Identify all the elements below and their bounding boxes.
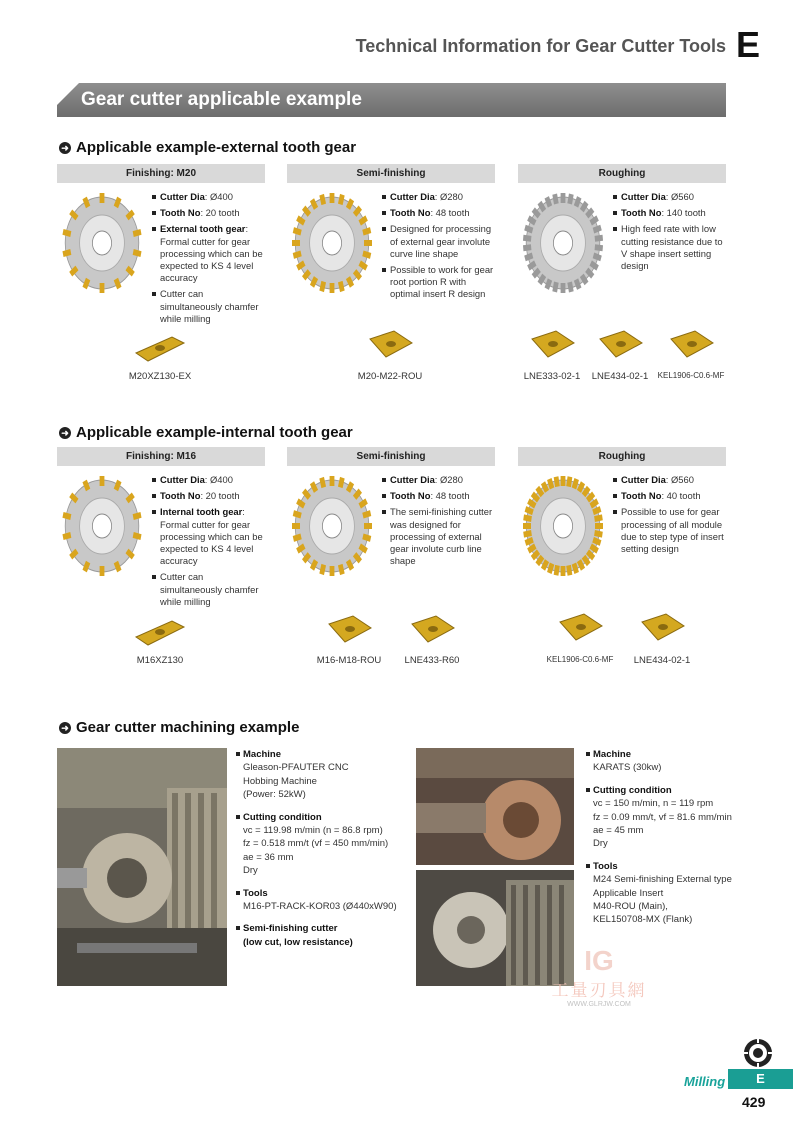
column-header: Roughing bbox=[518, 447, 726, 466]
spec-item: The semi-finishing cutter was designed for processing of external gear involute curb line shape bbox=[382, 506, 494, 567]
insert-image bbox=[636, 610, 688, 651]
spec-block bbox=[236, 922, 406, 949]
insert-image bbox=[406, 612, 458, 653]
spec-list bbox=[152, 191, 264, 329]
footer-section: Milling bbox=[684, 1074, 726, 1089]
insert-image bbox=[665, 327, 717, 368]
spec-item: Possible to use for gear processing of all module due to step type of insert setting design bbox=[613, 506, 725, 555]
arrow-icon: ➜ bbox=[59, 427, 71, 439]
spec-item: Cutter Dia: Ø400 bbox=[152, 191, 264, 203]
spec-heading: Cutting condition bbox=[236, 811, 406, 824]
internal-section-title: ➜ Applicable example-internal tooth gear bbox=[59, 424, 353, 441]
spec-item: Cutter can simultaneously chamfer while milling bbox=[152, 288, 264, 325]
cutter-emblem-icon bbox=[743, 1038, 773, 1073]
header-title: Technical Information for Gear Cutter Tools bbox=[355, 36, 726, 56]
spec-item: Internal tooth gear: Formal cutter for gear processing which can be expected to KS 4 level accuracy bbox=[152, 506, 264, 567]
spec-item: Designed for processing of external gear involute curve line shape bbox=[382, 223, 494, 260]
insert-label: LNE333-02-1 bbox=[523, 371, 581, 382]
spec-line: vc = 119.98 m/min (n = 86.8 rpm) bbox=[243, 825, 383, 837]
spec-block bbox=[586, 784, 766, 851]
insert-image bbox=[364, 327, 416, 368]
insert-label: M20-M22-ROU bbox=[357, 371, 423, 382]
spec-line: Applicable Insert bbox=[593, 887, 664, 899]
spec-item: Cutter Dia: Ø280 bbox=[382, 191, 494, 203]
spec-line: Gleason-PFAUTER CNC bbox=[243, 762, 349, 774]
spec-line: fz = 0.09 mm/t, vf = 81.6 mm/min bbox=[593, 811, 732, 823]
column-header: Finishing: M20 bbox=[57, 164, 265, 183]
banner-title: Gear cutter applicable example bbox=[81, 89, 362, 110]
cutter-image bbox=[57, 188, 147, 303]
spec-item: Cutter Dia: Ø280 bbox=[382, 474, 494, 486]
spec-line: KARATS (30kw) bbox=[593, 762, 662, 774]
spec-line: vc = 150 m/min, n = 119 rpm bbox=[593, 798, 714, 810]
spec-item: Cutter Dia: Ø560 bbox=[613, 474, 725, 486]
spec-list bbox=[382, 474, 494, 571]
watermark: IG 工量刃具網 WWW.GLRJW.COM bbox=[551, 945, 647, 1008]
insert-label: LNE434-02-1 bbox=[591, 371, 649, 382]
spec-item: High feed rate with low cutting resistance due to V shape insert setting design bbox=[613, 223, 725, 272]
spec-item: Possible to work for gear root portion R with optimal insert R design bbox=[382, 264, 494, 301]
spec-block bbox=[236, 887, 406, 914]
section-letter: E bbox=[735, 24, 760, 65]
column-header: Semi-finishing bbox=[287, 164, 495, 183]
spec-line: ae = 36 mm bbox=[243, 851, 294, 863]
spec-item: External tooth gear: Formal cutter for gear processing which can be expected to KS 4 level accuracy bbox=[152, 223, 264, 284]
spec-heading: Tools bbox=[236, 887, 406, 900]
spec-line: M16-PT-RACK-KOR03 (Ø440xW90) bbox=[243, 901, 397, 913]
spec-item: Tooth No: 140 tooth bbox=[613, 207, 725, 219]
spec-line: Dry bbox=[593, 838, 608, 850]
spec-heading: Semi-finishing cutter bbox=[236, 922, 406, 935]
spec-heading: Machine bbox=[586, 748, 766, 761]
spec-heading: Tools bbox=[586, 860, 766, 873]
footer-tab: E bbox=[728, 1069, 793, 1089]
cutter-image bbox=[518, 471, 608, 586]
karats-machine-photo bbox=[416, 748, 574, 865]
spec-line: (low cut, low resistance) bbox=[243, 936, 353, 948]
cutter-image bbox=[287, 471, 377, 586]
insert-image bbox=[594, 327, 646, 368]
arrow-icon: ➜ bbox=[59, 142, 71, 154]
hobbing-machine-photo bbox=[57, 748, 227, 986]
spec-block bbox=[236, 748, 406, 802]
spec-line: M40-ROU (Main), bbox=[593, 901, 668, 913]
spec-heading: Cutting condition bbox=[586, 784, 766, 797]
spec-item: Cutter Dia: Ø560 bbox=[613, 191, 725, 203]
column-header: Finishing: M16 bbox=[57, 447, 265, 466]
insert-image bbox=[134, 331, 186, 372]
insert-label: M20XZ130-EX bbox=[128, 371, 192, 382]
spec-list bbox=[382, 191, 494, 305]
insert-image bbox=[554, 610, 606, 651]
insert-image bbox=[526, 327, 578, 368]
spec-item: Tooth No: 40 tooth bbox=[613, 490, 725, 502]
machining-section-title: ➜ Gear cutter machining example bbox=[59, 719, 299, 736]
insert-label: LNE433-R60 bbox=[404, 655, 460, 666]
spec-list bbox=[152, 474, 264, 612]
section-banner bbox=[57, 83, 726, 117]
spec-line: (Power: 52kW) bbox=[243, 789, 306, 801]
column-header: Semi-finishing bbox=[287, 447, 495, 466]
insert-label: KEL1906-C0.6-MF bbox=[546, 655, 614, 664]
spec-line: KEL150708-MX (Flank) bbox=[593, 914, 693, 926]
spec-block bbox=[586, 860, 766, 927]
cutter-image bbox=[57, 471, 147, 586]
insert-label: LNE434-02-1 bbox=[633, 655, 691, 666]
machining-left-specs bbox=[236, 748, 406, 958]
spec-line: Dry bbox=[243, 865, 258, 877]
insert-label: KEL1906-C0.6-MF bbox=[657, 371, 725, 380]
machining-right-specs bbox=[586, 748, 766, 936]
insert-label: M16XZ130 bbox=[136, 655, 184, 666]
spec-item: Tooth No: 48 tooth bbox=[382, 207, 494, 219]
page-number: 429 bbox=[742, 1094, 766, 1110]
spec-item: Tooth No: 20 tooth bbox=[152, 490, 264, 502]
spec-block bbox=[236, 811, 406, 878]
spec-line: M24 Semi-finishing External type bbox=[593, 874, 732, 886]
insert-label: M16-M18-ROU bbox=[316, 655, 382, 666]
spec-list bbox=[613, 191, 725, 276]
spec-item: Cutter Dia: Ø400 bbox=[152, 474, 264, 486]
cutter-image bbox=[287, 188, 377, 303]
external-section-title: ➜ Applicable example-external tooth gear bbox=[59, 139, 356, 156]
spec-line: fz = 0.518 mm/t (vf = 450 mm/min) bbox=[243, 838, 389, 850]
column-header: Roughing bbox=[518, 164, 726, 183]
insert-image bbox=[134, 615, 186, 656]
spec-list bbox=[613, 474, 725, 559]
spec-line: ae = 45 mm bbox=[593, 825, 644, 837]
spec-block bbox=[586, 748, 766, 775]
spec-item: Tooth No: 48 tooth bbox=[382, 490, 494, 502]
spec-item: Cutter can simultaneously chamfer while milling bbox=[152, 571, 264, 608]
arrow-icon: ➜ bbox=[59, 722, 71, 734]
spec-line: Hobbing Machine bbox=[243, 775, 317, 787]
insert-image bbox=[323, 612, 375, 653]
spec-item: Tooth No: 20 tooth bbox=[152, 207, 264, 219]
cutter-image bbox=[518, 188, 608, 303]
spec-heading: Machine bbox=[236, 748, 406, 761]
